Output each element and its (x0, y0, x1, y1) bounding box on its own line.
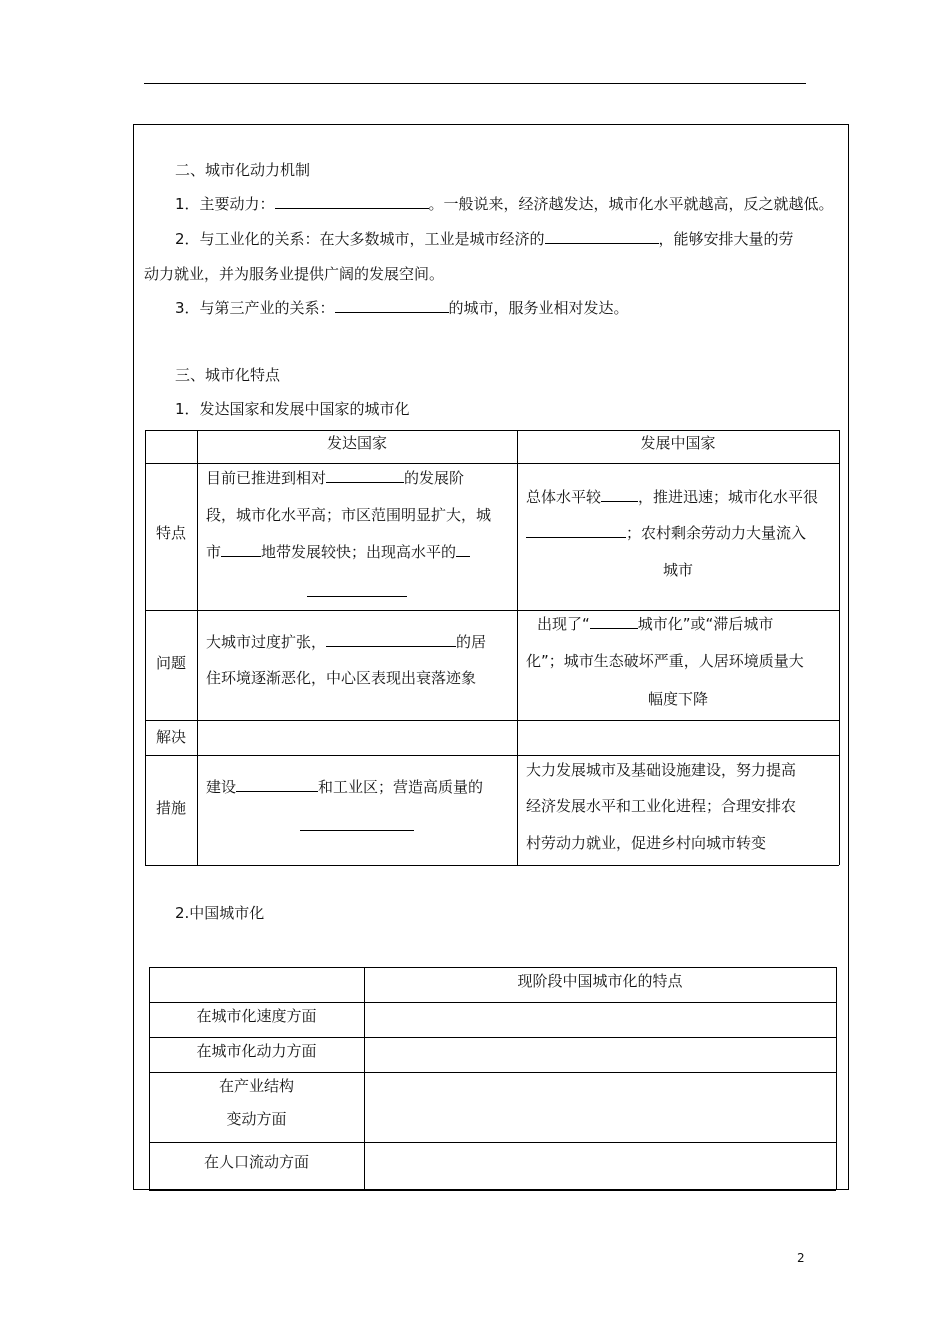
dev-features-line1: 目前已推进到相对 的发展阶 (206, 469, 465, 487)
devg-features-line1: 总体水平较 ，推进迅速；城市化水平很 (526, 488, 819, 506)
row-population-flow: 在人口流动方面 (203, 1153, 309, 1171)
col-header-developed: 发达国家 (326, 434, 387, 452)
fill-blank[interactable] (307, 582, 407, 597)
table2-header: 现阶段中国城市化的特点 (517, 972, 683, 990)
section3-heading: 三、城市化特点 (175, 366, 281, 384)
section3-sub1: 1．发达国家和发展中国家的城市化 (175, 400, 410, 418)
section2-item2 (175, 228, 794, 250)
fill-blank[interactable] (326, 467, 404, 483)
row-label-solve: 解决 (155, 728, 186, 746)
devg-problems-line1: 出现了“ 城市化”或“滞后城市 (537, 615, 774, 633)
devg-problems-line2: 化”；城市生态破坏严重，人居环境质量大 (526, 652, 804, 670)
fill-blank[interactable] (526, 522, 626, 538)
section2-heading: 二、城市化动力机制 (175, 161, 311, 179)
col-header-developing: 发展中国家 (640, 434, 716, 452)
item2-prefix: 2．与工业化的关系：在大多数城市，工业是城市经济的 (175, 230, 545, 248)
devg-features-line3: 城市 (662, 561, 693, 579)
fill-blank[interactable] (456, 541, 470, 557)
header-rule (144, 83, 806, 84)
section2-item2-line2: 动力就业，并为服务业提供广阔的发展空间。 (144, 265, 445, 283)
fill-blank[interactable] (221, 541, 261, 557)
fill-blank[interactable] (601, 486, 638, 502)
item3-suffix: 的城市，服务业相对发达。 (448, 299, 629, 317)
dev-problems-line2: 住环境逐渐恶化，中心区表现出衰落迹象 (206, 669, 477, 687)
devg-features-line2: ；农村剩余劳动力大量流入 (526, 522, 806, 544)
fill-blank[interactable] (300, 816, 414, 831)
row-label-problems: 问题 (155, 654, 186, 672)
row-label-measures: 措施 (155, 799, 186, 817)
item1-suffix: 。一般说来，经济越发达，城市化水平就越高，反之就越低。 (428, 195, 834, 213)
fill-blank[interactable] (275, 193, 429, 209)
dev-problems-line1: 大城市过度扩张， 的居 (206, 633, 487, 651)
dev-features-line2: 段，城市化水平高；市区范围明显扩大，城 (206, 506, 492, 524)
fill-blank[interactable] (545, 228, 659, 244)
devg-measures-line2: 经济发展水平和工业化进程；合理安排农 (526, 797, 797, 815)
dev-features-line3: 市 地带发展较快；出现高水平的 (206, 541, 470, 563)
row-speed: 在城市化速度方面 (196, 1007, 317, 1025)
section2-item1 (175, 193, 834, 215)
fill-blank[interactable] (236, 776, 318, 792)
fill-blank[interactable] (326, 631, 456, 647)
devg-measures-line1: 大力发展城市及基础设施建设，努力提高 (526, 761, 797, 779)
item1-prefix: 1．主要动力： (175, 195, 275, 213)
row-industry-structure-1: 在产业结构 (218, 1077, 294, 1095)
item3-prefix: 3．与第三产业的关系： (175, 299, 335, 317)
page-number: 2 (797, 1251, 805, 1265)
devg-problems-line3: 幅度下降 (647, 690, 708, 708)
row-industry-structure-2: 变动方面 (226, 1110, 287, 1128)
row-driving-force: 在城市化动力方面 (196, 1042, 317, 1060)
devg-measures-line3: 村劳动力就业，促进乡村向城市转变 (526, 834, 767, 852)
row-label-features: 特点 (155, 524, 186, 542)
section2-item3 (175, 297, 629, 319)
section3-sub2: 2.中国城市化 (175, 904, 265, 922)
item2-suffix: ，能够安排大量的劳 (658, 230, 794, 248)
dev-measures-line1: 建设 和工业区；营造高质量的 (206, 778, 484, 796)
fill-blank[interactable] (590, 613, 638, 629)
fill-blank[interactable] (335, 297, 449, 313)
